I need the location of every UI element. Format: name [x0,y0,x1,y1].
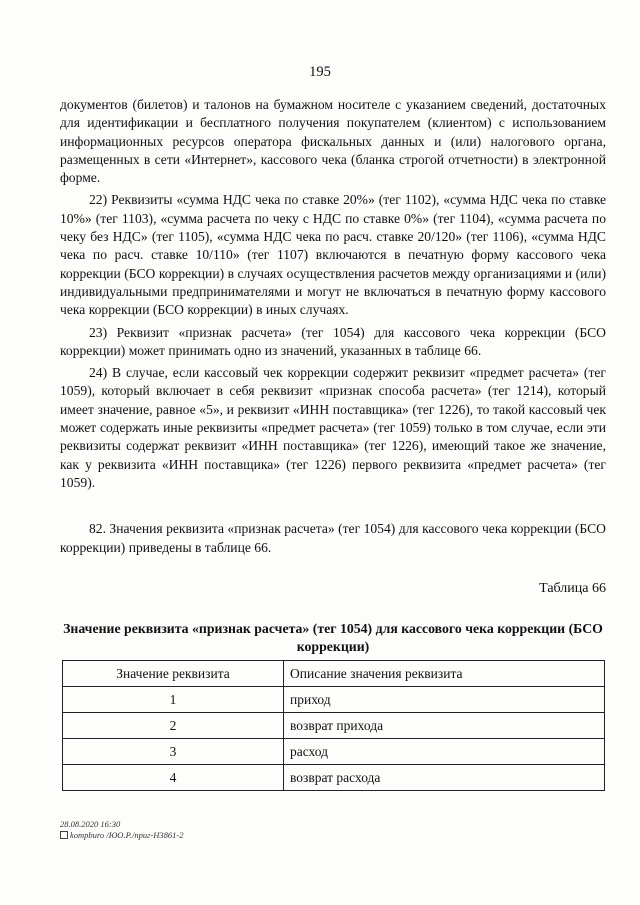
cell-value: 3 [63,739,284,765]
values-table [62,660,605,791]
header-value: Значение реквизита [63,661,284,687]
paragraph-82: 82. Значения реквизита «признак расчета» (тег 1054) для кассового чека коррекции (БСО коррекции) приведены в таблице 66. [60,521,606,555]
paragraph-24: 24) В случае, если кассовый чек коррекции содержит реквизит «предмет расчета» (тег 1059), который включает в себя реквизит «признак способа расчета» (тег 1214), который имеет значение, равное «5», и реквизит «ИНН поставщика» (тег 1226), то такой кассовый чек может содержать иные реквизиты «предмет расчета» (тег 1059) только в том случае, если эти реквизиты содержат реквизит «ИНН поставщика» (тег 1226), имеющий такое же значение, как у реквизита «ИНН поставщика» (тег 1226) первого реквизита «предмет расчета» (тег 1059). [60,365,606,490]
table-row [63,713,605,739]
body-text [60,96,606,561]
table-caption: Таблица 66 [539,581,606,596]
cell-description: возврат расхода [284,765,605,791]
cell-value: 1 [63,687,284,713]
paragraph-22: 22) Реквизиты «сумма НДС чека по ставке 20%» (тег 1102), «сумма НДС чека по ставке 10%» (тег 1103), «сумма расчета по чеку с НДС по ставке 0%» (тег 1104), «сумма расчета по чеку без НДС» (тег 1105), «сумма НДС чека по расч. ставке 20/120» (тег 1106), «сумма НДС чека по расч. ставке 10/110» (тег 1107) включаются в печатную форму кассового чека коррекции (БСО коррекции) в случаях осуществления расчетов между организациями и (или) индивидуальными предпринимателями и могут не включаться в печатную форму кассового чека коррекции (БСО коррекции) в иных случаях. [60,192,606,318]
paragraph-continuation: документов (билетов) и талонов на бумажном носителе с указанием сведений, достаточных для идентификации и бесплатного получения покупателем (клиентом) с использованием информационных ресурсов оператора фискальных данных и (или) налогового органа, размещенных в сети «Интернет», кассового чека (бланка строгой отчетности) в электронной форме. [60,97,606,186]
table-row [63,739,605,765]
table-title: Значение реквизита «признак расчета» (тег 1054) для кассового чека коррекции (БСО коррекции) [63,621,603,654]
cell-value: 2 [63,713,284,739]
table-row [63,687,605,713]
cell-description: возврат прихода [284,713,605,739]
header-description: Описание значения реквизита [284,661,605,687]
page-number: 195 [309,64,331,80]
qr-code-icon [60,831,68,839]
cell-value: 4 [63,765,284,791]
table-header-row [63,661,605,687]
footer-stamp [60,819,184,841]
cell-description: расход [284,739,605,765]
footer-reference: kompburo /ЮО.Р./приг-Н3861-2 [70,830,184,840]
paragraph-23: 23) Реквизит «признак расчета» (тег 1054) для кассового чека коррекции (БСО коррекции) может принимать одно из значений, указанных в таблице 66. [60,324,606,358]
footer-reference-line [60,830,184,841]
cell-description: приход [284,687,605,713]
table-row [63,765,605,791]
footer-timestamp: 28.08.2020 16:30 [60,819,121,829]
